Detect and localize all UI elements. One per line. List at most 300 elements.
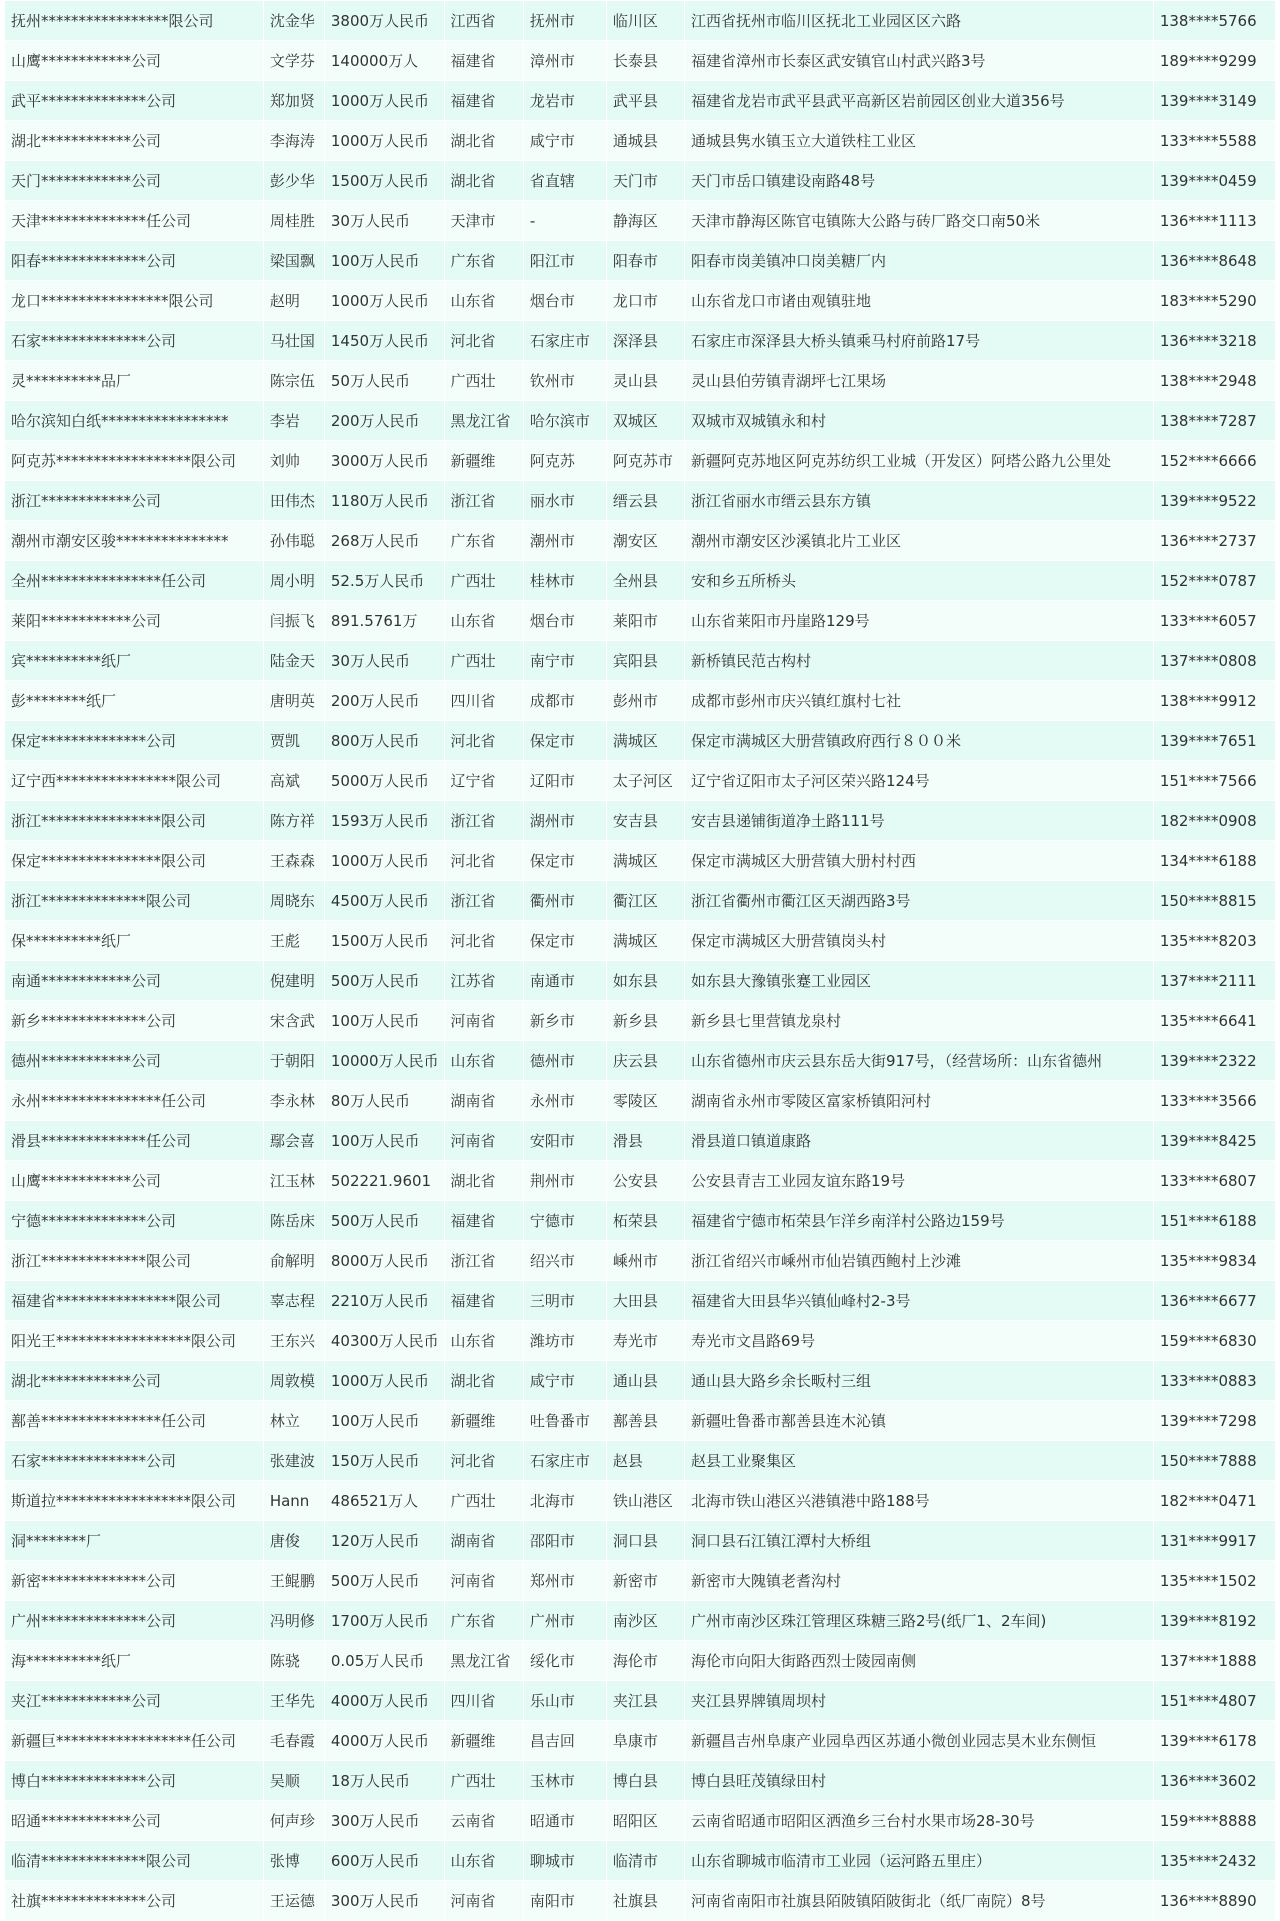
contact-name-cell: 孙伟聪 [263,521,324,561]
phone-cell: 159****8888 [1153,1801,1275,1841]
registered-capital-cell: 4000万人民币 [324,1681,444,1721]
company-name-cell: 灵**********品厂 [5,361,264,401]
contact-name-cell: 刘帅 [263,441,324,481]
city-cell: 吐鲁番市 [523,1401,606,1441]
company-name-cell: 全州****************任公司 [5,561,264,601]
registered-capital-cell: 52.5万人民币 [324,561,444,601]
registered-capital-cell: 1000万人民币 [324,281,444,321]
city-cell: 荆州市 [523,1161,606,1201]
registered-capital-cell: 800万人民币 [324,721,444,761]
city-cell: 乐山市 [523,1681,606,1721]
address-cell: 海伦市向阳大街路西烈士陵园南侧 [685,1641,1154,1681]
district-cell: 安吉县 [606,801,684,841]
province-cell: 广西壮 [444,1761,523,1801]
company-table [4,0,1276,1921]
registered-capital-cell: 3800万人民币 [324,1,444,41]
phone-cell: 138****5766 [1153,1,1275,41]
phone-cell: 135****9834 [1153,1241,1275,1281]
table-row [5,1201,1276,1241]
registered-capital-cell: 486521万人 [324,1481,444,1521]
address-cell: 保定市满城区大册营镇大册村村西 [685,841,1154,881]
province-cell: 浙江省 [444,481,523,521]
registered-capital-cell: 300万人民币 [324,1881,444,1921]
company-name-cell: 石家**************公司 [5,1441,264,1481]
registered-capital-cell: 50万人民币 [324,361,444,401]
company-name-cell: 阿克苏******************限公司 [5,441,264,481]
district-cell: 社旗县 [606,1881,684,1921]
registered-capital-cell: 1700万人民币 [324,1601,444,1641]
table-row [5,921,1276,961]
contact-name-cell: 倪建明 [263,961,324,1001]
company-name-cell: 斯道拉******************限公司 [5,1481,264,1521]
table-row [5,281,1276,321]
registered-capital-cell: 1000万人民币 [324,841,444,881]
contact-name-cell: 王彪 [263,921,324,961]
phone-cell: 136****2737 [1153,521,1275,561]
company-name-cell: 夹江************公司 [5,1681,264,1721]
province-cell: 湖北省 [444,121,523,161]
city-cell: 桂林市 [523,561,606,601]
district-cell: 衢江区 [606,881,684,921]
city-cell: 阿克苏 [523,441,606,481]
district-cell: 新密市 [606,1561,684,1601]
table-row [5,121,1276,161]
province-cell: 广西壮 [444,361,523,401]
city-cell: 宁德市 [523,1201,606,1241]
province-cell: 新疆维 [444,1721,523,1761]
phone-cell: 135****1502 [1153,1561,1275,1601]
province-cell: 天津市 [444,201,523,241]
phone-cell: 136****3602 [1153,1761,1275,1801]
registered-capital-cell: 100万人民币 [324,1401,444,1441]
province-cell: 河北省 [444,721,523,761]
province-cell: 浙江省 [444,881,523,921]
contact-name-cell: 俞解明 [263,1241,324,1281]
registered-capital-cell: 500万人民币 [324,1561,444,1601]
address-cell: 滑县道口镇道康路 [685,1121,1154,1161]
phone-cell: 133****0883 [1153,1361,1275,1401]
province-cell: 湖南省 [444,1521,523,1561]
city-cell: 新乡市 [523,1001,606,1041]
company-name-cell: 石家**************公司 [5,321,264,361]
contact-name-cell: 贾凯 [263,721,324,761]
company-name-cell: 临清**************限公司 [5,1841,264,1881]
province-cell: 福建省 [444,41,523,81]
table-row [5,1761,1276,1801]
contact-name-cell: 李岩 [263,401,324,441]
table-row [5,321,1276,361]
address-cell: 山东省德州市庆云县东岳大街917号，（经营场所：山东省德州 [685,1041,1154,1081]
city-cell: 北海市 [523,1481,606,1521]
company-name-cell: 湖北************公司 [5,1361,264,1401]
province-cell: 四川省 [444,681,523,721]
contact-name-cell: 宋含武 [263,1001,324,1041]
address-cell: 保定市满城区大册营镇岗头村 [685,921,1154,961]
address-cell: 新疆吐鲁番市鄯善县连木沁镇 [685,1401,1154,1441]
address-cell: 石家庄市深泽县大桥头镇乘马村府前路17号 [685,321,1154,361]
table-row [5,641,1276,681]
registered-capital-cell: 140000万人 [324,41,444,81]
contact-name-cell: 马壮国 [263,321,324,361]
registered-capital-cell: 100万人民币 [324,1001,444,1041]
registered-capital-cell: 1000万人民币 [324,81,444,121]
table-row [5,1361,1276,1401]
district-cell: 新乡县 [606,1001,684,1041]
company-name-cell: 新疆巨******************任公司 [5,1721,264,1761]
company-name-cell: 辽宁西****************限公司 [5,761,264,801]
company-name-cell: 天门************公司 [5,161,264,201]
phone-cell: 136****6677 [1153,1281,1275,1321]
city-cell: 省直辖 [523,161,606,201]
registered-capital-cell: 10000万人民币 [324,1041,444,1081]
province-cell: 山东省 [444,281,523,321]
contact-name-cell: 文学芬 [263,41,324,81]
company-name-cell: 广州**************公司 [5,1601,264,1641]
table-row [5,1881,1276,1921]
registered-capital-cell: 18万人民币 [324,1761,444,1801]
district-cell: 阿克苏市 [606,441,684,481]
phone-cell: 152****6666 [1153,441,1275,481]
city-cell: 钦州市 [523,361,606,401]
district-cell: 通山县 [606,1361,684,1401]
city-cell: 保定市 [523,721,606,761]
company-name-cell: 浙江****************限公司 [5,801,264,841]
table-row [5,1281,1276,1321]
district-cell: 大田县 [606,1281,684,1321]
district-cell: 深泽县 [606,321,684,361]
district-cell: 阜康市 [606,1721,684,1761]
province-cell: 河南省 [444,1881,523,1921]
company-name-cell: 永州****************任公司 [5,1081,264,1121]
company-name-cell: 龙口*****************限公司 [5,281,264,321]
address-cell: 安吉县递铺街道净土路111号 [685,801,1154,841]
district-cell: 公安县 [606,1161,684,1201]
table-row [5,1681,1276,1721]
company-name-cell: 保定**************公司 [5,721,264,761]
registered-capital-cell: 502221.9601 [324,1161,444,1201]
contact-name-cell: 李海涛 [263,121,324,161]
address-cell: 云南省昭通市昭阳区洒渔乡三台村水果市场28-30号 [685,1801,1154,1841]
table-row [5,881,1276,921]
contact-name-cell: 李永林 [263,1081,324,1121]
table-row [5,1121,1276,1161]
address-cell: 浙江省丽水市缙云县东方镇 [685,481,1154,521]
city-cell: 湖州市 [523,801,606,841]
company-name-cell: 新乡**************公司 [5,1001,264,1041]
city-cell: 保定市 [523,921,606,961]
contact-name-cell: 王运德 [263,1881,324,1921]
registered-capital-cell: 500万人民币 [324,961,444,1001]
table-row [5,961,1276,1001]
table-row [5,841,1276,881]
district-cell: 海伦市 [606,1641,684,1681]
address-cell: 成都市彭州市庆兴镇红旗村七社 [685,681,1154,721]
company-name-cell: 山鹰************公司 [5,41,264,81]
contact-name-cell: 彭少华 [263,161,324,201]
company-name-cell: 浙江**************限公司 [5,881,264,921]
phone-cell: 152****0787 [1153,561,1275,601]
table-body [5,1,1276,1921]
registered-capital-cell: 300万人民币 [324,1801,444,1841]
address-cell: 洞口县石江镇江潭村大桥组 [685,1521,1154,1561]
registered-capital-cell: 8000万人民币 [324,1241,444,1281]
table-row [5,601,1276,641]
company-name-cell: 彭********纸厂 [5,681,264,721]
contact-name-cell: 周小明 [263,561,324,601]
city-cell: - [523,201,606,241]
city-cell: 辽阳市 [523,761,606,801]
phone-cell: 182****0471 [1153,1481,1275,1521]
city-cell: 南宁市 [523,641,606,681]
company-name-cell: 昭通************公司 [5,1801,264,1841]
contact-name-cell: 吴顺 [263,1761,324,1801]
address-cell: 天津市静海区陈官屯镇陈大公路与砖厂路交口南50米 [685,201,1154,241]
city-cell: 成都市 [523,681,606,721]
city-cell: 永州市 [523,1081,606,1121]
district-cell: 潮安区 [606,521,684,561]
city-cell: 烟台市 [523,601,606,641]
address-cell: 赵县工业聚集区 [685,1441,1154,1481]
district-cell: 龙口市 [606,281,684,321]
phone-cell: 136****1113 [1153,201,1275,241]
address-cell: 安和乡五所桥头 [685,561,1154,601]
province-cell: 广东省 [444,241,523,281]
phone-cell: 136****3218 [1153,321,1275,361]
registered-capital-cell: 600万人民币 [324,1841,444,1881]
province-cell: 湖北省 [444,161,523,201]
contact-name-cell: 周晓东 [263,881,324,921]
registered-capital-cell: 268万人民币 [324,521,444,561]
address-cell: 福建省大田县华兴镇仙峰村2-3号 [685,1281,1154,1321]
address-cell: 新乡县七里营镇龙泉村 [685,1001,1154,1041]
province-cell: 福建省 [444,1281,523,1321]
registered-capital-cell: 80万人民币 [324,1081,444,1121]
district-cell: 满城区 [606,841,684,881]
table-row [5,1481,1276,1521]
province-cell: 河北省 [444,321,523,361]
contact-name-cell: 陈宗伍 [263,361,324,401]
district-cell: 全州县 [606,561,684,601]
phone-cell: 133****6057 [1153,601,1275,641]
table-row [5,481,1276,521]
phone-cell: 139****3149 [1153,81,1275,121]
city-cell: 石家庄市 [523,321,606,361]
phone-cell: 136****8890 [1153,1881,1275,1921]
province-cell: 河南省 [444,1001,523,1041]
company-name-cell: 社旗**************公司 [5,1881,264,1921]
address-cell: 广州市南沙区珠江管理区珠糖三路2号(纸厂1、2车间) [685,1601,1154,1641]
registered-capital-cell: 1000万人民币 [324,1361,444,1401]
company-name-cell: 湖北************公司 [5,121,264,161]
table-row [5,201,1276,241]
district-cell: 天门市 [606,161,684,201]
address-cell: 福建省宁德市柘荣县乍洋乡南洋村公路边159号 [685,1201,1154,1241]
province-cell: 山东省 [444,1321,523,1361]
city-cell: 绥化市 [523,1641,606,1681]
address-cell: 通城县隽水镇玉立大道铁柱工业区 [685,121,1154,161]
phone-cell: 139****9522 [1153,481,1275,521]
address-cell: 湖南省永州市零陵区富家桥镇阳河村 [685,1081,1154,1121]
city-cell: 咸宁市 [523,1361,606,1401]
phone-cell: 183****5290 [1153,281,1275,321]
registered-capital-cell: 1450万人民币 [324,321,444,361]
table-row [5,1641,1276,1681]
province-cell: 河北省 [444,921,523,961]
table-row [5,241,1276,281]
province-cell: 新疆维 [444,441,523,481]
registered-capital-cell: 2210万人民币 [324,1281,444,1321]
province-cell: 四川省 [444,1681,523,1721]
province-cell: 河南省 [444,1561,523,1601]
company-name-cell: 宁德**************公司 [5,1201,264,1241]
province-cell: 黑龙江省 [444,1641,523,1681]
city-cell: 绍兴市 [523,1241,606,1281]
contact-name-cell: 鄢会喜 [263,1121,324,1161]
registered-capital-cell: 0.05万人民币 [324,1641,444,1681]
table-row [5,1161,1276,1201]
district-cell: 如东县 [606,961,684,1001]
registered-capital-cell: 200万人民币 [324,681,444,721]
table-row [5,1041,1276,1081]
address-cell: 博白县旺茂镇绿田村 [685,1761,1154,1801]
district-cell: 满城区 [606,921,684,961]
phone-cell: 150****7888 [1153,1441,1275,1481]
table-row [5,1001,1276,1041]
company-name-cell: 滑县**************任公司 [5,1121,264,1161]
phone-cell: 136****8648 [1153,241,1275,281]
contact-name-cell: 王东兴 [263,1321,324,1361]
phone-cell: 151****6188 [1153,1201,1275,1241]
contact-name-cell: 田伟杰 [263,481,324,521]
contact-name-cell: 唐俊 [263,1521,324,1561]
phone-cell: 189****9299 [1153,41,1275,81]
registered-capital-cell: 120万人民币 [324,1521,444,1561]
phone-cell: 133****6807 [1153,1161,1275,1201]
phone-cell: 159****6830 [1153,1321,1275,1361]
company-name-cell: 浙江**************限公司 [5,1241,264,1281]
phone-cell: 139****8425 [1153,1121,1275,1161]
phone-cell: 137****1888 [1153,1641,1275,1681]
district-cell: 柘荣县 [606,1201,684,1241]
district-cell: 双城区 [606,401,684,441]
phone-cell: 138****7287 [1153,401,1275,441]
address-cell: 江西省抚州市临川区抚北工业园区区六路 [685,1,1154,41]
table-row [5,561,1276,601]
city-cell: 丽水市 [523,481,606,521]
table-row [5,161,1276,201]
contact-name-cell: 陈岳床 [263,1201,324,1241]
province-cell: 江苏省 [444,961,523,1001]
district-cell: 庆云县 [606,1041,684,1081]
contact-name-cell: 何声珍 [263,1801,324,1841]
city-cell: 安阳市 [523,1121,606,1161]
address-cell: 如东县大豫镇张蹇工业园区 [685,961,1154,1001]
district-cell: 博白县 [606,1761,684,1801]
district-cell: 夹江县 [606,1681,684,1721]
registered-capital-cell: 4500万人民币 [324,881,444,921]
phone-cell: 139****7651 [1153,721,1275,761]
phone-cell: 182****0908 [1153,801,1275,841]
company-name-cell: 山鹰************公司 [5,1161,264,1201]
company-name-cell: 抚州*****************限公司 [5,1,264,41]
company-name-cell: 福建省****************限公司 [5,1281,264,1321]
address-cell: 河南省南阳市社旗县陌陂镇陌陂街北（纸厂南院）8号 [685,1881,1154,1921]
company-name-cell: 浙江************公司 [5,481,264,521]
table-row [5,1721,1276,1761]
district-cell: 滑县 [606,1121,684,1161]
province-cell: 广东省 [444,521,523,561]
city-cell: 聊城市 [523,1841,606,1881]
address-cell: 灵山县伯劳镇青湖坪七江果场 [685,361,1154,401]
city-cell: 三明市 [523,1281,606,1321]
contact-name-cell: 陆金天 [263,641,324,681]
phone-cell: 139****7298 [1153,1401,1275,1441]
contact-name-cell: 张建波 [263,1441,324,1481]
province-cell: 福建省 [444,81,523,121]
contact-name-cell: 郑加贤 [263,81,324,121]
table-row [5,1,1276,41]
company-name-cell: 鄯善****************任公司 [5,1401,264,1441]
province-cell: 山东省 [444,1841,523,1881]
city-cell: 德州市 [523,1041,606,1081]
registered-capital-cell: 4000万人民币 [324,1721,444,1761]
registered-capital-cell: 1500万人民币 [324,161,444,201]
province-cell: 广西壮 [444,1481,523,1521]
district-cell: 宾阳县 [606,641,684,681]
contact-name-cell: 周敦模 [263,1361,324,1401]
contact-name-cell: 王森森 [263,841,324,881]
address-cell: 夹江县界牌镇周坝村 [685,1681,1154,1721]
province-cell: 广东省 [444,1601,523,1641]
contact-name-cell: 辜志程 [263,1281,324,1321]
province-cell: 湖北省 [444,1161,523,1201]
table-row [5,361,1276,401]
city-cell: 龙岩市 [523,81,606,121]
table-row [5,801,1276,841]
table-row [5,721,1276,761]
address-cell: 福建省龙岩市武平县武平高新区岩前园区创业大道356号 [685,81,1154,121]
city-cell: 玉林市 [523,1761,606,1801]
table-row [5,761,1276,801]
province-cell: 河北省 [444,841,523,881]
company-name-cell: 德州************公司 [5,1041,264,1081]
table-row [5,1601,1276,1641]
city-cell: 邵阳市 [523,1521,606,1561]
address-cell: 通山县大路乡余长畈村三组 [685,1361,1154,1401]
phone-cell: 137****2111 [1153,961,1275,1001]
phone-cell: 139****0459 [1153,161,1275,201]
registered-capital-cell: 1593万人民币 [324,801,444,841]
phone-cell: 131****9917 [1153,1521,1275,1561]
table-row [5,1441,1276,1481]
table-row [5,81,1276,121]
contact-name-cell: 张博 [263,1841,324,1881]
district-cell: 洞口县 [606,1521,684,1561]
contact-name-cell: 毛春霞 [263,1721,324,1761]
province-cell: 山东省 [444,1041,523,1081]
district-cell: 通城县 [606,121,684,161]
registered-capital-cell: 30万人民币 [324,641,444,681]
city-cell: 哈尔滨市 [523,401,606,441]
district-cell: 阳春市 [606,241,684,281]
address-cell: 福建省漳州市长泰区武安镇官山村武兴路3号 [685,41,1154,81]
province-cell: 黑龙江省 [444,401,523,441]
city-cell: 昭通市 [523,1801,606,1841]
city-cell: 漳州市 [523,41,606,81]
company-name-cell: 博白**************公司 [5,1761,264,1801]
address-cell: 新疆阿克苏地区阿克苏纺织工业城（开发区）阿塔公路九公里处 [685,441,1154,481]
province-cell: 新疆维 [444,1401,523,1441]
